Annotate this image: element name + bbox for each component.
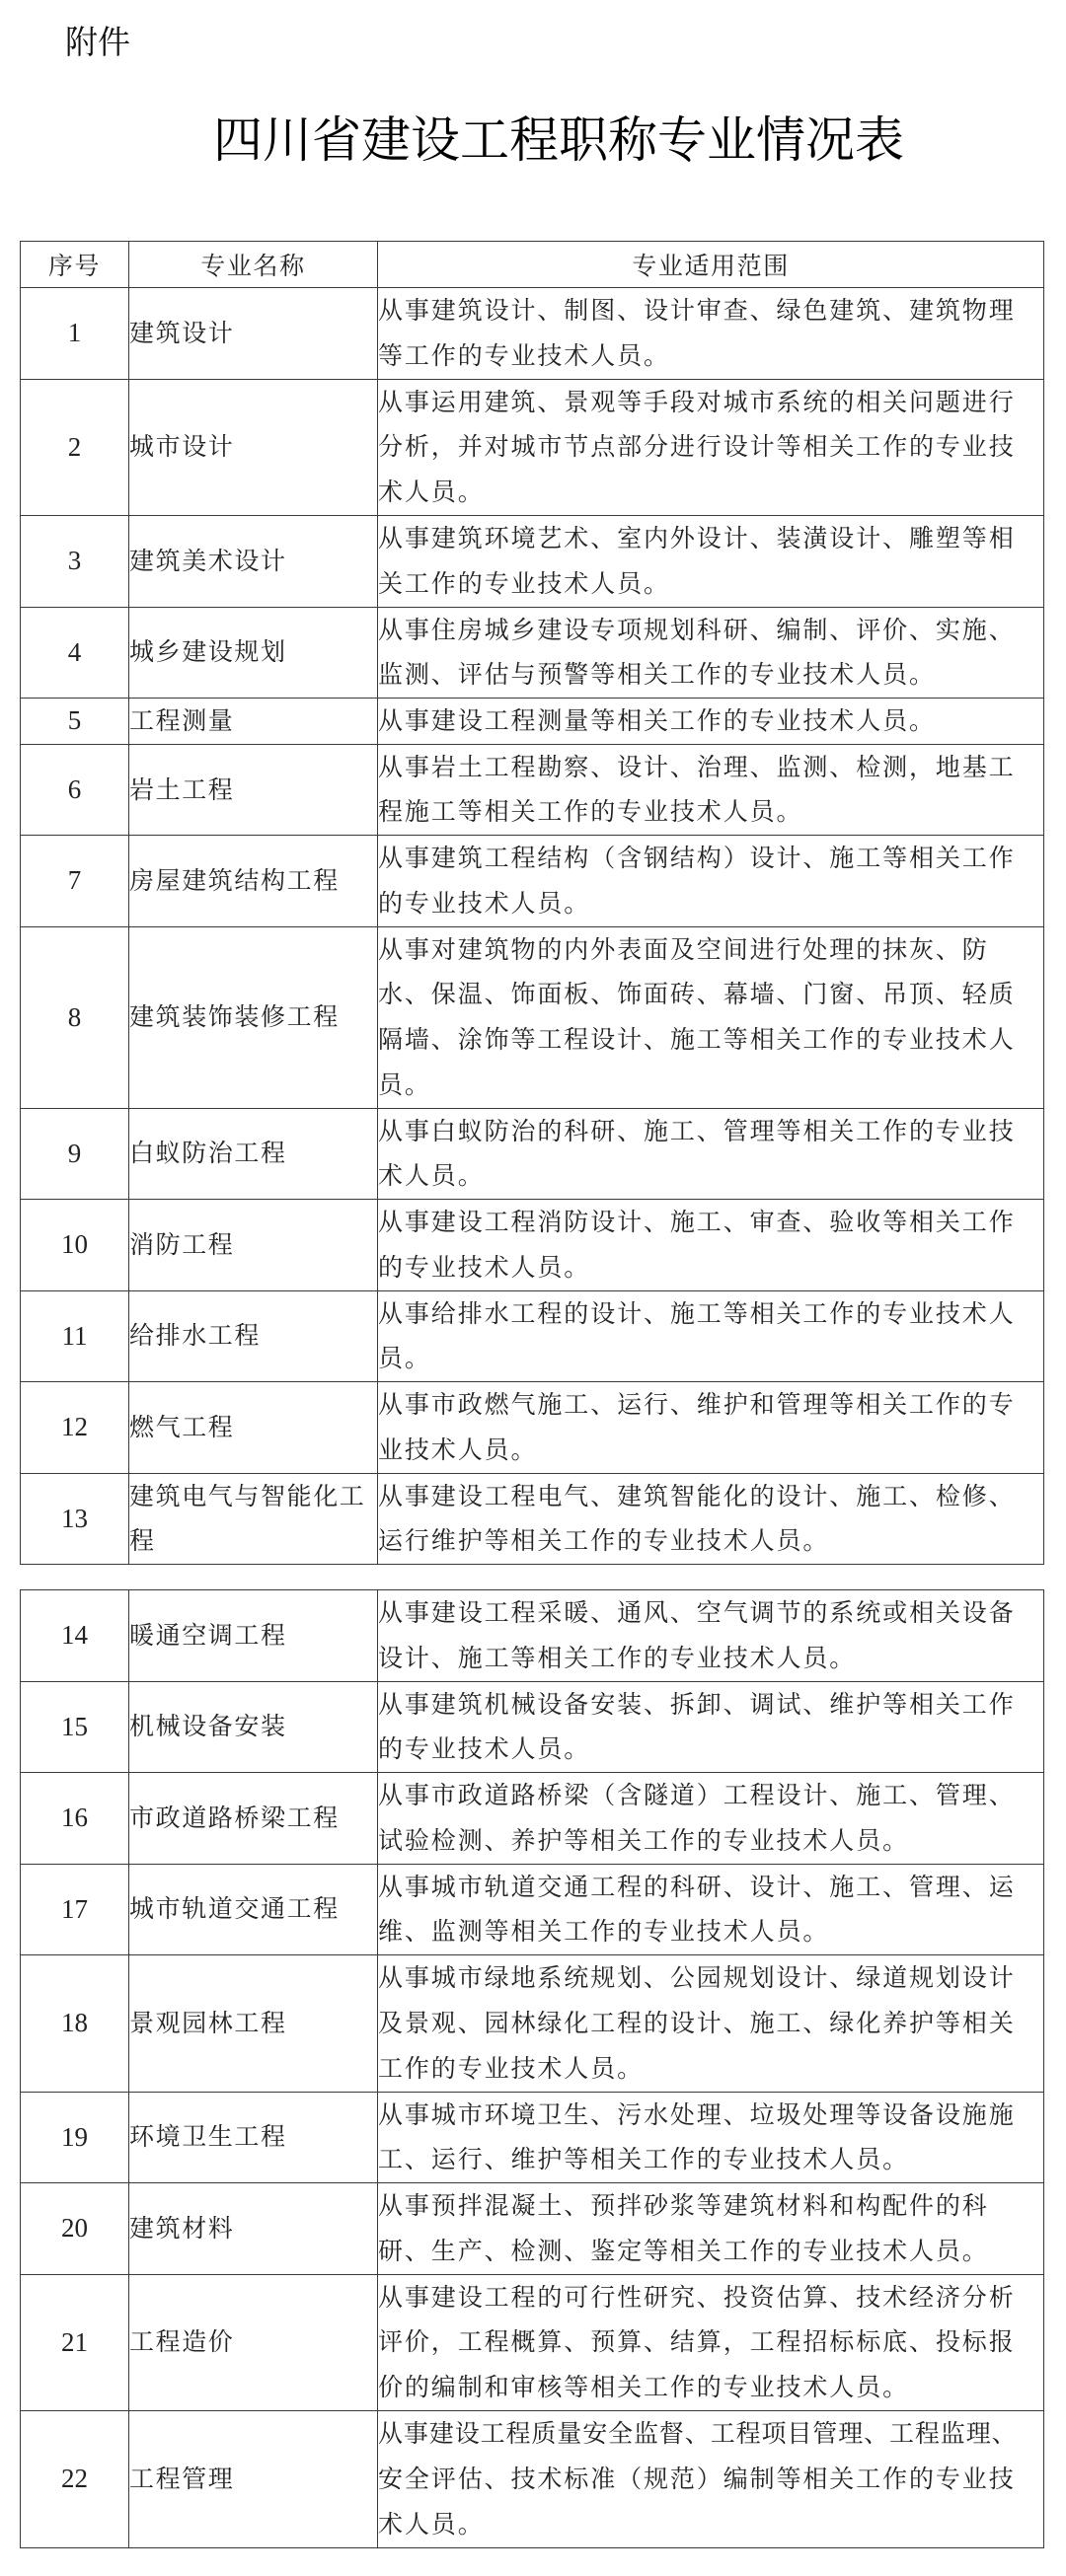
scope-line: 从事对建筑物的内外表面及空间进行处理的抹灰、防 xyxy=(378,934,989,964)
table-row xyxy=(21,699,1044,745)
table-row xyxy=(21,516,1044,608)
scope-line: 工作的专业技术人员。 xyxy=(378,2053,645,2083)
scope-line: 运行维护等相关工作的专业技术人员。 xyxy=(378,1526,830,1556)
table-row xyxy=(21,836,1044,927)
row-scope xyxy=(378,1108,1044,1200)
majors-table-part-1 xyxy=(20,241,1044,1565)
scope-line: 研、生产、检测、鉴定等相关工作的专业技术人员。 xyxy=(378,2236,989,2265)
scope-line: 术人员。 xyxy=(378,2509,485,2539)
row-scope xyxy=(378,2092,1044,2183)
row-index: 3 xyxy=(21,516,129,608)
row-major-name: 建筑电气与智能化工程 xyxy=(129,1473,378,1565)
scope-line: 从事建设工程的可行性研究、投资估算、技术经济分析 xyxy=(378,2282,1016,2312)
row-major-name: 岩土工程 xyxy=(129,744,378,836)
majors-table-part-2 xyxy=(20,1589,1044,2548)
row-major-name: 机械设备安装 xyxy=(129,1681,378,1773)
scope-line: 从事运用建筑、景观等手段对城市系统的相关问题进行 xyxy=(378,387,1016,416)
row-index: 8 xyxy=(21,926,129,1108)
row-index: 19 xyxy=(21,2092,129,2183)
row-major-name: 给排水工程 xyxy=(129,1290,378,1382)
row-index: 5 xyxy=(21,699,129,745)
row-index: 7 xyxy=(21,836,129,927)
table-row xyxy=(21,1955,1044,2093)
row-major-name: 建筑设计 xyxy=(129,288,378,380)
row-index: 17 xyxy=(21,1864,129,1955)
row-major-name: 房屋建筑结构工程 xyxy=(129,836,378,927)
scope-line: 维、监测等相关工作的专业技术人员。 xyxy=(378,1917,830,1947)
row-major-name: 暖通空调工程 xyxy=(129,1590,378,1682)
scope-line: 从事建筑设计、制图、设计审查、绿色建筑、建筑物理 xyxy=(378,296,1016,326)
row-scope xyxy=(378,607,1044,699)
row-major-name: 城市设计 xyxy=(129,379,378,516)
row-major-name: 消防工程 xyxy=(129,1200,378,1291)
table-row xyxy=(21,1290,1044,1382)
scope-line: 的专业技术人员。 xyxy=(378,888,591,918)
scope-line: 术人员。 xyxy=(378,1161,485,1191)
row-scope xyxy=(378,1290,1044,1382)
row-index: 18 xyxy=(21,1955,129,2093)
scope-line: 从事市政道路桥梁（含隧道）工程设计、施工、管理、 xyxy=(378,1781,1016,1810)
row-scope xyxy=(378,1382,1044,1474)
row-scope xyxy=(378,379,1044,516)
row-major-name: 建筑材料 xyxy=(129,2183,378,2275)
row-index: 12 xyxy=(21,1382,129,1474)
scope-line: 术人员。 xyxy=(378,478,485,507)
scope-line: 从事岩土工程勘察、设计、治理、监测、检测，地基工 xyxy=(378,752,1016,781)
table-row xyxy=(21,607,1044,699)
scope-line: 员。 xyxy=(378,1069,431,1099)
scope-line: 从事城市轨道交通工程的科研、设计、施工、管理、运 xyxy=(378,1872,1016,1901)
row-index: 1 xyxy=(21,288,129,380)
table-row xyxy=(21,2183,1044,2275)
scope-line: 从事建设工程电气、建筑智能化的设计、施工、检修、 xyxy=(378,1481,1016,1510)
row-scope xyxy=(378,1864,1044,1955)
scope-line: 监测、评估与预警等相关工作的专业技术人员。 xyxy=(378,660,936,690)
scope-line: 从事建设工程采暖、通风、空气调节的系统或相关设备 xyxy=(378,1598,1016,1628)
row-major-name: 景观园林工程 xyxy=(129,1955,378,2093)
table-header-row xyxy=(21,242,1044,288)
scope-line: 等工作的专业技术人员。 xyxy=(378,340,670,370)
header-scope: 专业适用范围 xyxy=(378,242,1044,288)
row-scope xyxy=(378,2274,1044,2411)
scope-line: 从事城市绿地系统规划、公园规划设计、绿道规划设计 xyxy=(378,1963,1016,1993)
table-row xyxy=(21,1382,1044,1474)
scope-line: 水、保温、饰面板、饰面砖、幕墙、门窗、吊顶、轻质 xyxy=(378,980,1016,1009)
row-scope xyxy=(378,1955,1044,2093)
scope-line: 从事建设工程质量安全监督、工程项目管理、工程监理、 xyxy=(378,2419,1018,2449)
row-scope xyxy=(378,1473,1044,1565)
scope-line: 工、运行、维护等相关工作的专业技术人员。 xyxy=(378,2145,910,2174)
row-scope xyxy=(378,2411,1044,2548)
scope-line: 从事建筑机械设备安装、拆卸、调试、维护等相关工作 xyxy=(378,1689,1016,1719)
row-index: 11 xyxy=(21,1290,129,1382)
row-major-name: 城市轨道交通工程 xyxy=(129,1864,378,1955)
scope-line: 评价，工程概算、预算、结算，工程招标标底、投标报 xyxy=(378,2327,1016,2357)
row-index: 10 xyxy=(21,1200,129,1291)
row-index: 6 xyxy=(21,744,129,836)
scope-line: 分析，并对城市节点部分进行设计等相关工作的专业技 xyxy=(378,432,1016,462)
scope-line: 关工作的专业技术人员。 xyxy=(378,568,670,598)
row-major-name: 市政道路桥梁工程 xyxy=(129,1773,378,1865)
scope-line: 安全评估、技术标准（规范）编制等相关工作的专业技 xyxy=(378,2464,1016,2493)
row-major-name: 工程管理 xyxy=(129,2411,378,2548)
table-row xyxy=(21,1473,1044,1565)
scope-line: 从事建筑工程结构（含钢结构）设计、施工等相关工作 xyxy=(378,844,1016,873)
row-index: 14 xyxy=(21,1590,129,1682)
table-row xyxy=(21,1864,1044,1955)
scope-line: 员。 xyxy=(378,1344,431,1373)
table-row xyxy=(21,379,1044,516)
row-major-name: 工程测量 xyxy=(129,699,378,745)
table-row xyxy=(21,1200,1044,1291)
scope-line: 价的编制和审核等相关工作的专业技术人员。 xyxy=(378,2373,910,2402)
table-row xyxy=(21,1108,1044,1200)
row-scope xyxy=(378,2183,1044,2275)
scope-line: 设计、施工等相关工作的专业技术人员。 xyxy=(378,1643,857,1672)
row-index: 21 xyxy=(21,2274,129,2411)
table-row xyxy=(21,2274,1044,2411)
scope-line: 从事建设工程测量等相关工作的专业技术人员。 xyxy=(378,706,936,735)
table-row xyxy=(21,2092,1044,2183)
scope-line: 从事白蚁防治的科研、施工、管理等相关工作的专业技 xyxy=(378,1116,1016,1145)
table-row xyxy=(21,1590,1044,1682)
row-major-name: 城乡建设规划 xyxy=(129,607,378,699)
scope-line: 从事住房城乡建设专项规划科研、编制、评价、实施、 xyxy=(378,615,1016,644)
row-index: 22 xyxy=(21,2411,129,2548)
table-row xyxy=(21,926,1044,1108)
table-row xyxy=(21,1681,1044,1773)
row-index: 9 xyxy=(21,1108,129,1200)
table-row xyxy=(21,744,1044,836)
row-scope xyxy=(378,744,1044,836)
scope-line: 的专业技术人员。 xyxy=(378,1252,591,1282)
scope-line: 及景观、园林绿化工程的设计、施工、绿化养护等相关 xyxy=(378,2008,1016,2037)
row-major-name: 燃气工程 xyxy=(129,1382,378,1474)
row-index: 2 xyxy=(21,379,129,516)
table-row xyxy=(21,288,1044,380)
scope-line: 的专业技术人员。 xyxy=(378,1734,591,1764)
scope-line: 隔墙、涂饰等工程设计、施工等相关工作的专业技术人 xyxy=(378,1025,1016,1055)
header-major-name: 专业名称 xyxy=(129,242,378,288)
row-major-name: 建筑美术设计 xyxy=(129,516,378,608)
row-major-name: 建筑装饰装修工程 xyxy=(129,926,378,1108)
row-index: 15 xyxy=(21,1681,129,1773)
attachment-label: 附件 xyxy=(65,23,130,61)
scope-line: 从事城市环境卫生、污水处理、垃圾处理等设备设施施 xyxy=(378,2099,1016,2129)
table-row xyxy=(21,1773,1044,1865)
row-major-name: 白蚁防治工程 xyxy=(129,1108,378,1200)
row-index: 20 xyxy=(21,2183,129,2275)
row-index: 13 xyxy=(21,1473,129,1565)
row-scope xyxy=(378,836,1044,927)
row-major-name: 环境卫生工程 xyxy=(129,2092,378,2183)
table-row xyxy=(21,2411,1044,2548)
row-scope xyxy=(378,516,1044,608)
row-scope xyxy=(378,926,1044,1108)
row-scope xyxy=(378,1773,1044,1865)
scope-line: 业技术人员。 xyxy=(378,1435,538,1464)
row-scope xyxy=(378,1681,1044,1773)
row-scope xyxy=(378,1590,1044,1682)
row-scope xyxy=(378,699,1044,745)
document-title: 四川省建设工程职称专业情况表 xyxy=(213,111,904,169)
header-index: 序号 xyxy=(21,242,129,288)
row-index: 16 xyxy=(21,1773,129,1865)
row-index: 4 xyxy=(21,607,129,699)
scope-line: 从事预拌混凝土、预拌砂浆等建筑材料和构配件的科 xyxy=(378,2191,989,2221)
row-major-name: 工程造价 xyxy=(129,2274,378,2411)
scope-line: 程施工等相关工作的专业技术人员。 xyxy=(378,797,803,827)
scope-line: 从事建筑环境艺术、室内外设计、装潢设计、雕塑等相 xyxy=(378,524,1016,553)
scope-line: 从事给排水工程的设计、施工等相关工作的专业技术人 xyxy=(378,1298,1016,1328)
scope-line: 试验检测、养护等相关工作的专业技术人员。 xyxy=(378,1825,910,1855)
row-scope xyxy=(378,1200,1044,1291)
scope-line: 从事市政燃气施工、运行、维护和管理等相关工作的专 xyxy=(378,1390,1016,1420)
scope-line: 从事建设工程消防设计、施工、审查、验收等相关工作 xyxy=(378,1208,1016,1237)
row-scope xyxy=(378,288,1044,380)
